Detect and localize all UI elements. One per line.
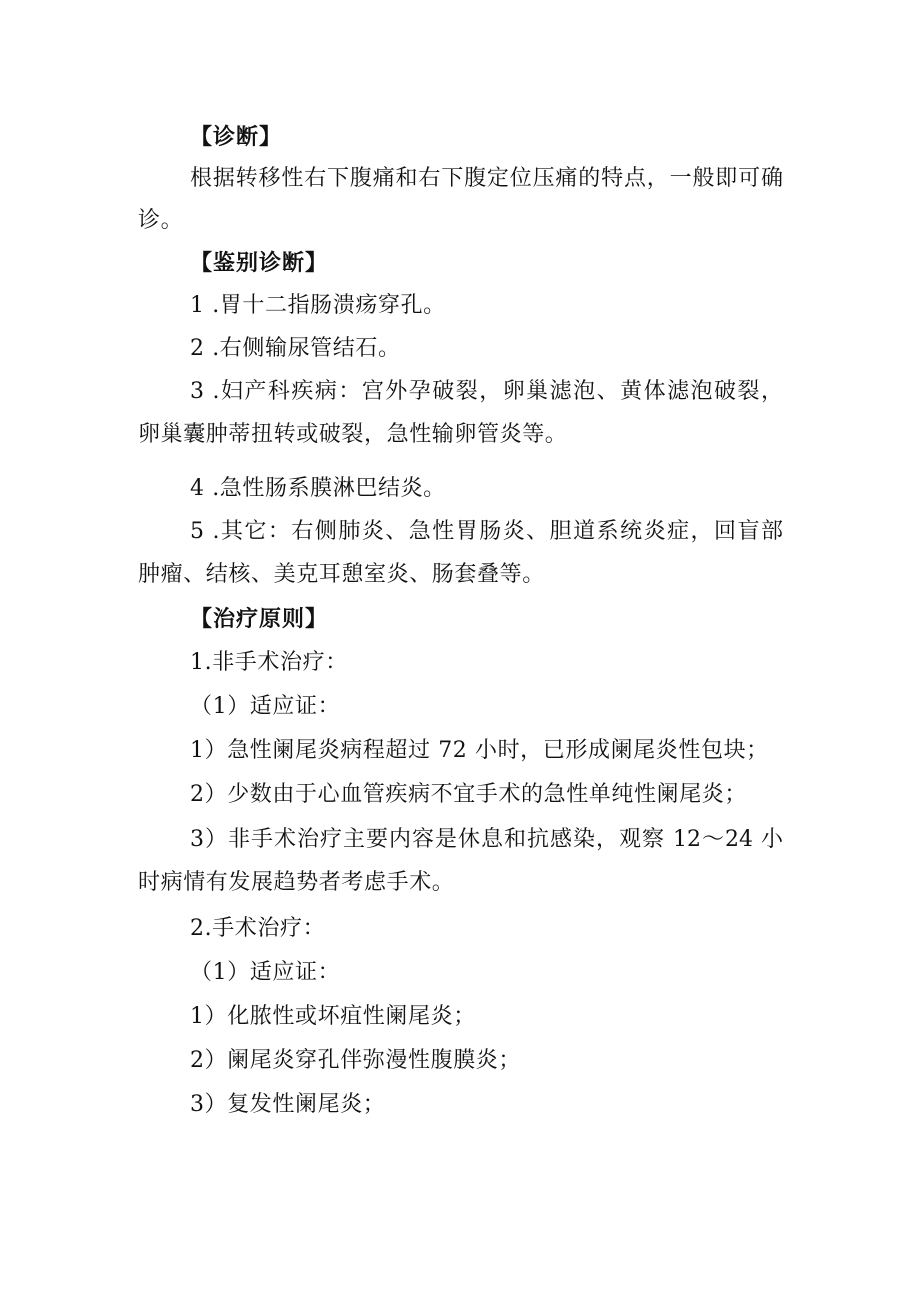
nonsurgical-item-1: 1）急性阑尾炎病程超过 72 小时，已形成阑尾炎性包块； <box>190 738 769 763</box>
differential-item-3-line-2: 卵巢囊肿蒂扭转或破裂，急性输卵管炎等。 <box>138 422 568 447</box>
differential-item-5-line-2: 肿瘤、结核、美克耳憩室炎、肠套叠等。 <box>138 562 545 587</box>
diagnosis-paragraph-line-2: 诊。 <box>138 208 184 233</box>
surgical-item-1: 1）化脓性或坏疽性阑尾炎； <box>190 1004 476 1029</box>
differential-item-3-line-1: 3 .妇产科疾病：宫外孕破裂，卵巢滤泡、黄体滤泡破裂， <box>190 379 783 404</box>
differential-item-1: 1 .胃十二指肠溃疡穿孔。 <box>190 293 446 318</box>
differential-item-2: 2 .右侧输尿管结石。 <box>190 336 401 361</box>
nonsurgical-title: 1.非手术治疗： <box>190 650 348 675</box>
surgical-item-3: 3）复发性阑尾炎； <box>190 1092 386 1117</box>
differential-heading: 【鉴别诊断】 <box>190 250 329 276</box>
nonsurgical-item-2: 2）少数由于心血管疾病不宜手术的急性单纯性阑尾炎； <box>190 782 747 807</box>
surgical-indication: （1）适应证： <box>190 960 341 985</box>
differential-item-4: 4 .急性肠系膜淋巴结炎。 <box>190 476 446 501</box>
surgical-title: 2.手术治疗： <box>190 916 326 941</box>
differential-item-5-line-1: 5 .其它：右侧肺炎、急性胃肠炎、胆道系统炎症，回盲部 <box>190 519 783 544</box>
treatment-heading: 【治疗原则】 <box>190 606 329 632</box>
diagnosis-heading: 【诊断】 <box>190 124 283 150</box>
surgical-item-2: 2）阑尾炎穿孔伴弥漫性腹膜炎； <box>190 1048 521 1073</box>
nonsurgical-item-3-line-1: 3）非手术治疗主要内容是休息和抗感染，观察 12～24 小 <box>190 827 783 852</box>
diagnosis-paragraph-line-1: 根据转移性右下腹痛和右下腹定位压痛的特点，一般即可确 <box>190 166 783 191</box>
nonsurgical-indication: （1）适应证： <box>190 694 341 719</box>
nonsurgical-item-3-line-2: 时病情有发展趋势者考虑手术。 <box>138 870 455 895</box>
